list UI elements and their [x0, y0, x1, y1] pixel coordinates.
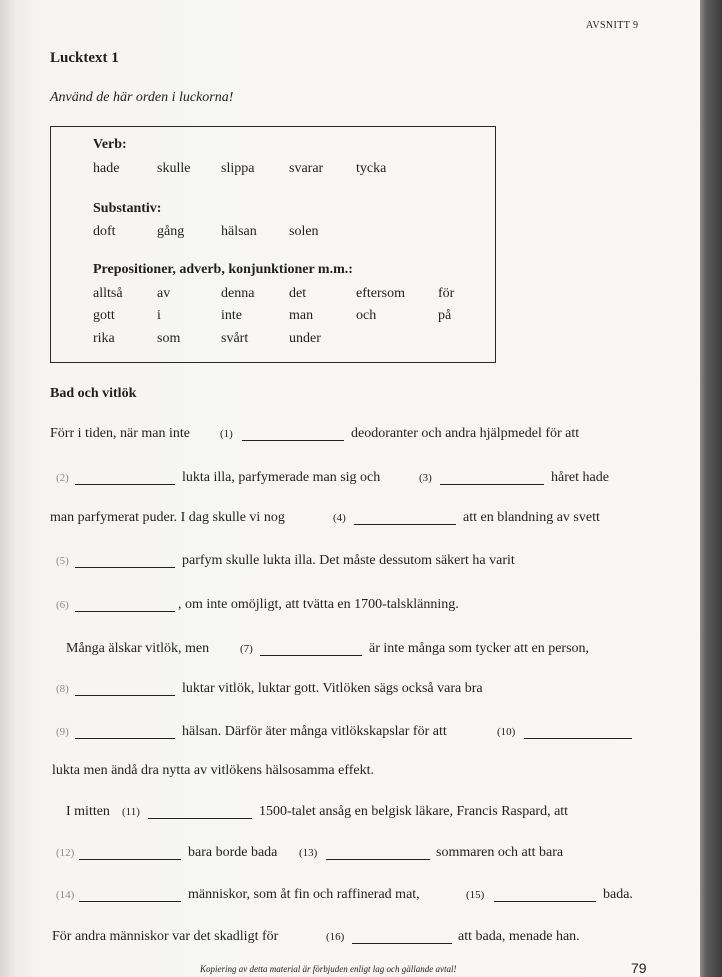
gap-blank[interactable] [524, 724, 632, 739]
word-bank-box [50, 126, 496, 363]
gap-number: (9) [56, 726, 69, 738]
text-line [0, 597, 700, 619]
text-fragment: sommaren och att bara [436, 845, 564, 860]
text-fragment: är inte många som tycker att en person, [369, 641, 590, 656]
text-fragment: håret hade [551, 470, 609, 485]
gap-number: (16) [326, 931, 345, 943]
word-item: i [157, 308, 161, 323]
book-spine-shadow [700, 0, 722, 977]
exercise-title: Lucktext 1 [50, 50, 119, 66]
text-fragment: parfym skulle lukta illa. Det måste dessutom säkert ha varit [182, 553, 515, 568]
text-line [0, 845, 700, 867]
copyright-notice: Kopiering av detta material är förbjuden enligt lag och gällande avtal! [200, 964, 457, 974]
gap-number: (15) [466, 889, 485, 901]
word-item: det [289, 286, 307, 301]
word-item: och [356, 308, 377, 323]
noun-heading: Substantiv: [93, 201, 162, 216]
page-number: 79 [631, 960, 647, 976]
gap-number: (5) [56, 555, 69, 567]
text-subheading: Bad och vitlök [50, 386, 137, 401]
gap-blank[interactable] [352, 929, 452, 944]
text-fragment: , om inte omöjligt, att tvätta en 1700-talsklänning. [178, 597, 459, 612]
gap-blank[interactable] [75, 724, 175, 739]
gap-blank[interactable] [79, 887, 181, 902]
text-line [0, 641, 700, 663]
word-item: alltså [93, 286, 123, 301]
text-fragment: bara borde bada [188, 845, 278, 860]
word-item: av [157, 286, 171, 301]
gap-number: (2) [56, 472, 69, 484]
word-item: inte [221, 308, 242, 323]
word-item: tycka [356, 161, 387, 176]
text-line [0, 553, 700, 575]
word-item: gott [93, 308, 115, 323]
word-item: slippa [221, 161, 255, 176]
text-line [0, 724, 700, 746]
word-item: svarar [289, 161, 324, 176]
other-heading: Prepositioner, adverb, konjunktioner m.m.: [93, 262, 353, 277]
gap-blank[interactable] [242, 426, 344, 441]
word-item: eftersom [356, 286, 405, 301]
word-item: hade [93, 161, 120, 176]
text-fragment: lukta men ändå dra nytta av vitlökens hälsosamma effekt. [52, 763, 375, 778]
text-fragment: man parfymerat puder. I dag skulle vi nog [50, 510, 285, 525]
text-fragment: hälsan. Därför äter många vitlökskapslar för att [182, 724, 447, 739]
gap-blank[interactable] [494, 887, 596, 902]
gap-number: (7) [240, 643, 253, 655]
word-item: gång [157, 224, 185, 239]
gap-blank[interactable] [326, 845, 430, 860]
gap-number: (4) [333, 512, 346, 524]
word-item: solen [289, 224, 319, 239]
text-fragment: lukta illa, parfymerade man sig och [182, 470, 381, 485]
text-fragment: För andra människor var det skadligt för [52, 929, 279, 944]
gap-number: (13) [299, 847, 318, 859]
section-label: AVSNITT 9 [586, 20, 639, 31]
text-fragment: människor, som åt fin och raffinerad mat, [188, 887, 420, 902]
word-item: rika [93, 331, 115, 346]
gap-blank[interactable] [75, 597, 175, 612]
gap-number: (11) [122, 806, 140, 818]
text-line [0, 804, 700, 826]
text-line [0, 470, 700, 492]
word-item: hälsan [221, 224, 257, 239]
gap-number: (6) [56, 599, 69, 611]
text-fragment: att en blandning av svett [463, 510, 600, 525]
word-item: som [157, 331, 181, 346]
text-line [0, 681, 700, 703]
gap-blank[interactable] [354, 510, 456, 525]
gap-number: (3) [419, 472, 432, 484]
gap-blank[interactable] [260, 641, 362, 656]
gap-blank[interactable] [79, 845, 181, 860]
gap-blank[interactable] [148, 804, 252, 819]
word-item: för [438, 286, 455, 301]
text-fragment: luktar vitlök, luktar gott. Vitlöken sägs också vara bra [182, 681, 483, 696]
gap-blank[interactable] [75, 681, 175, 696]
text-line [0, 510, 700, 532]
text-fragment: bada. [603, 887, 633, 902]
text-fragment: Många älskar vitlök, men [66, 641, 210, 656]
gap-number: (10) [497, 726, 516, 738]
word-item: denna [221, 286, 255, 301]
word-item: under [289, 331, 321, 346]
word-item: svårt [221, 331, 249, 346]
text-line [0, 887, 700, 909]
text-fragment: deodoranter och andra hjälpmedel för att [351, 426, 580, 441]
gap-number: (8) [56, 683, 69, 695]
gap-number: (14) [56, 889, 75, 901]
text-fragment: 1500-talet ansåg en belgisk läkare, Francis Raspard, att [259, 804, 569, 819]
gap-blank[interactable] [75, 553, 175, 568]
text-line [0, 929, 700, 951]
verb-heading: Verb: [93, 137, 127, 152]
word-item: man [289, 308, 314, 323]
word-item: på [438, 308, 452, 323]
text-fragment: I mitten [66, 804, 110, 819]
gap-number: (1) [220, 428, 233, 440]
gap-number: (12) [56, 847, 75, 859]
word-item: doft [93, 224, 116, 239]
text-line [0, 763, 700, 785]
gap-blank[interactable] [75, 470, 175, 485]
text-line [0, 426, 700, 448]
exercise-instruction: Använd de här orden i luckorna! [50, 90, 234, 105]
word-item: skulle [157, 161, 191, 176]
gap-blank[interactable] [440, 470, 544, 485]
text-fragment: att bada, menade han. [458, 929, 580, 944]
text-fragment: Förr i tiden, när man inte [50, 426, 190, 441]
